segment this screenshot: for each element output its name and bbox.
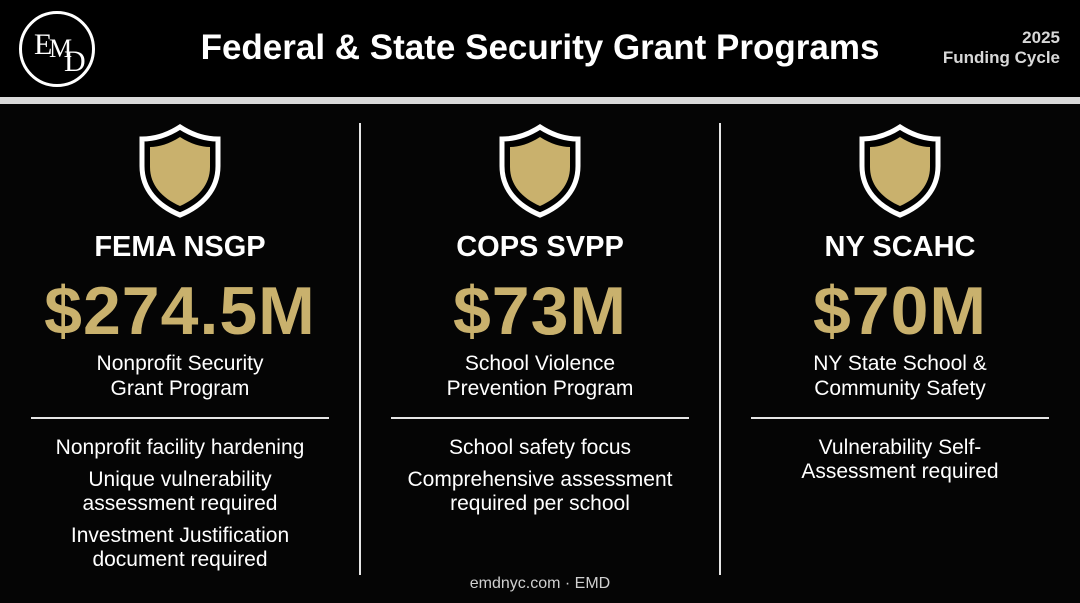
program-card-ny-scahc (720, 104, 1080, 574)
logo-letter-e: E (34, 28, 53, 61)
program-card-cops-svpp (360, 104, 720, 574)
section-divider (391, 417, 689, 419)
detail-line: School safety focus (448, 436, 632, 459)
logo-letter-d: D (64, 45, 86, 78)
fullname-line: Grant Program (110, 377, 250, 400)
detail-item (0, 436, 360, 460)
program-details (0, 436, 360, 580)
shield-icon (498, 124, 582, 218)
section-divider (751, 417, 1049, 419)
program-amount: $70M (812, 273, 988, 349)
program-amount: $274.5M (44, 273, 316, 349)
fullname-line: Nonprofit Security (96, 352, 264, 375)
header-divider (0, 97, 1080, 104)
detail-line: assessment required (82, 492, 278, 515)
detail-line: Investment Justification (70, 524, 290, 547)
detail-line: Assessment required (801, 460, 999, 483)
detail-line: Vulnerability Self- (818, 436, 982, 459)
emd-logo (19, 11, 95, 87)
page-title: Federal & State Security Grant Programs (200, 28, 880, 67)
program-fullname (360, 351, 720, 401)
program-name: FEMA NSGP (94, 231, 266, 263)
cycle-year: 2025 (1022, 28, 1060, 47)
detail-item (360, 468, 720, 516)
detail-item (720, 436, 1080, 484)
funding-cycle (943, 28, 1060, 68)
detail-line: Nonprofit facility hardening (55, 436, 305, 459)
logo-letter-m: M (49, 34, 73, 63)
detail-line: required per school (450, 492, 630, 515)
header-bar (0, 0, 1080, 97)
fullname-line: Prevention Program (446, 377, 634, 400)
detail-line: document required (92, 548, 268, 571)
cycle-label: Funding Cycle (942, 48, 1060, 67)
program-card-fema-nsgp (0, 104, 360, 574)
shield-icon (138, 124, 222, 218)
section-divider (31, 417, 329, 419)
program-details (720, 436, 1080, 492)
program-name: NY SCAHC (824, 231, 976, 263)
fullname-line: NY State School & (813, 352, 987, 375)
program-amount: $73M (452, 273, 628, 349)
shield-icon (858, 124, 942, 218)
fullname-line: School Violence (464, 352, 616, 375)
program-details (360, 436, 720, 524)
fullname-line: Community Safety (814, 377, 986, 400)
detail-line: Comprehensive assessment (407, 468, 673, 491)
program-fullname (0, 351, 360, 401)
detail-item (360, 436, 720, 460)
detail-line: Unique vulnerability (88, 468, 272, 491)
program-fullname (720, 351, 1080, 401)
footer-credit: emdnyc.com · EMD (469, 575, 611, 592)
detail-item (0, 468, 360, 516)
program-name: COPS SVPP (456, 231, 624, 263)
detail-item (0, 524, 360, 572)
